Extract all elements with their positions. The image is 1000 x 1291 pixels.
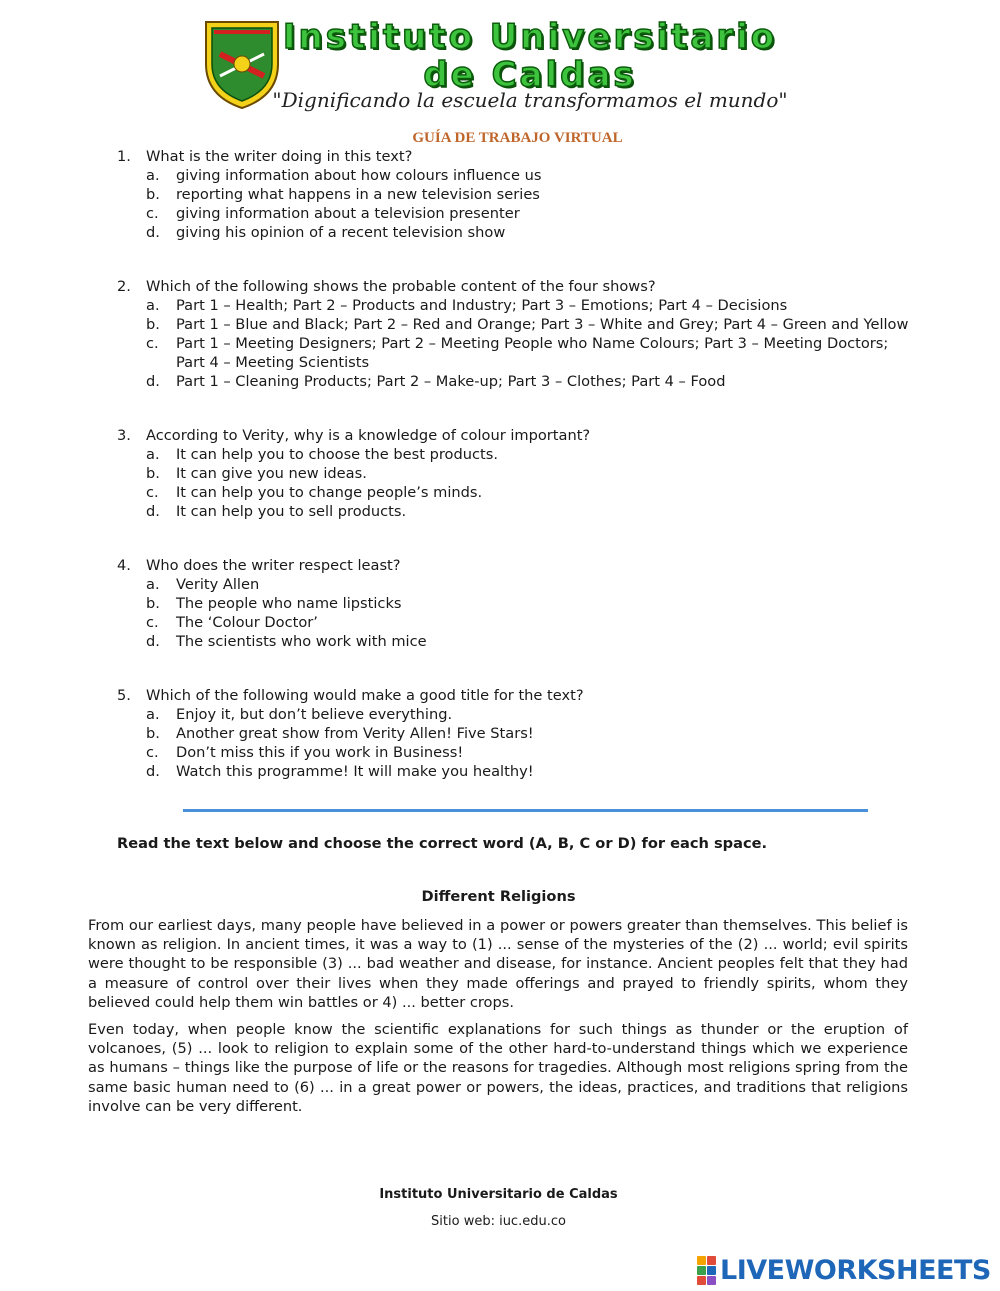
option-letter: a. [146,167,160,184]
liveworksheets-icon [697,1256,716,1285]
question-2 [117,277,917,391]
institute-title [270,18,790,94]
option-text: Part 1 – Blue and Black; Part 2 – Red and Orange; Part 3 – White and Grey; Part 4 – Green and Yellow [176,316,909,333]
option-letter: b. [146,316,160,333]
question-number: 3. [117,427,131,444]
option-letter: c. [146,614,159,631]
option-text: It can help you to change people’s minds. [176,484,483,501]
option-text: giving information about how colours influence us [176,167,542,184]
option-letter: b. [146,595,160,612]
option-letter: a. [146,706,160,723]
option-letter: b. [146,725,160,742]
option-text: It can help you to choose the best products. [176,446,498,463]
option-c [117,613,917,632]
option-text: giving information about a television presenter [176,205,520,222]
liveworksheets-wordmark: LIVEWORKSHEETS [720,1254,991,1286]
option-text: Enjoy it, but don’t believe everything. [176,706,453,723]
option-text: It can give you new ideas. [176,465,367,482]
option-text: Don’t miss this if you work in Business! [176,744,464,761]
question-text: According to Verity, why is a knowledge of colour important? [146,427,591,444]
question-number: 5. [117,687,131,704]
question-3 [117,426,917,521]
option-d [117,632,917,651]
liveworksheets-logo [697,1254,991,1286]
paragraph-2: Even today, when people know the scientific explanations for such things as thunder or the eruption of volcanoes, (5) ... look to religion to explain some of the other hard-to-understand things which we experience as humans – things like the purpose of life or the reasons for tragedies. Although most religions spring from the same basic human need to (6) ... in a great power or powers, the ideas, practices, and traditions that religions involve can be very different. [88,1021,908,1115]
guide-title: GUÍA DE TRABAJO VIRTUAL [412,130,623,146]
option-a [117,166,917,185]
option-c [117,204,917,223]
option-a [117,705,917,724]
header [0,0,1000,130]
reading-title: Different Religions [421,888,576,905]
option-letter: b. [146,465,160,482]
question-4 [117,556,917,651]
option-text: reporting what happens in a new television series [176,186,540,203]
footer-institution: Instituto Universitario de Caldas [379,1187,618,1202]
option-d [117,223,917,242]
section-divider [183,809,868,812]
institute-title-line1: Instituto Universitario [282,17,778,57]
option-text: Part 1 – Cleaning Products; Part 2 – Make-up; Part 3 – Clothes; Part 4 – Food [176,373,726,390]
option-letter: d. [146,633,160,650]
option-text: Watch this programme! It will make you healthy! [176,763,534,780]
option-text: Part 1 – Meeting Designers; Part 2 – Meeting People who Name Colours; Part 3 – Meeting Doctors; Part 4 – Meeting Scientists [176,335,889,371]
question-1 [117,147,917,242]
option-b [117,315,917,334]
option-letter: a. [146,576,160,593]
option-a [117,575,917,594]
option-letter: c. [146,205,159,222]
option-letter: b. [146,186,160,203]
question-5 [117,686,917,781]
option-b [117,724,917,743]
option-c [117,743,917,762]
option-b [117,594,917,613]
question-text: Who does the writer respect least? [146,557,401,574]
option-letter: d. [146,373,160,390]
option-b [117,185,917,204]
option-text: giving his opinion of a recent television show [176,224,506,241]
reading-text [88,916,908,1124]
questions-list [117,147,917,816]
question-number: 2. [117,278,131,295]
institute-title-line2: de Caldas [423,55,637,95]
question-text: Which of the following would make a good title for the text? [146,687,584,704]
option-text: Part 1 – Health; Part 2 – Products and Industry; Part 3 – Emotions; Part 4 – Decisions [176,297,788,314]
option-d [117,372,917,391]
option-text: It can help you to sell products. [176,503,407,520]
option-text: The scientists who work with mice [176,633,427,650]
option-a [117,296,917,315]
option-c [117,483,917,502]
question-text: Which of the following shows the probable content of the four shows? [146,278,656,295]
option-text: The ‘Colour Doctor’ [176,614,318,631]
option-c [117,334,917,372]
option-letter: c. [146,484,159,501]
option-text: The people who name lipsticks [176,595,402,612]
option-d [117,762,917,781]
option-text: Verity Allen [176,576,260,593]
option-text: Another great show from Verity Allen! Five Stars! [176,725,534,742]
instruction-text: Read the text below and choose the correct word (A, B, C or D) for each space. [117,835,768,852]
option-letter: c. [146,335,159,352]
question-number: 4. [117,557,131,574]
option-a [117,445,917,464]
footer-website: Sitio web: iuc.edu.co [431,1214,566,1229]
option-letter: a. [146,297,160,314]
option-letter: d. [146,763,160,780]
option-letter: d. [146,224,160,241]
question-number: 1. [117,148,131,165]
option-letter: c. [146,744,159,761]
option-letter: d. [146,503,160,520]
question-text: What is the writer doing in this text? [146,148,413,165]
option-letter: a. [146,446,160,463]
paragraph-1: From our earliest days, many people have believed in a power or powers greater than themselves. This belief is known as religion. In ancient times, it was a way to (1) ... sense of the mysteries of the (2) ... world; evil spirits were thought to be responsible (3) ... bad weather and disease, for instance. Ancient peoples felt that they had a measure of control over their lives when they made offerings and prayed to friendly spirits, whom they believed could help them win battles or 4) ... better crops. [88,917,908,1011]
option-d [117,502,917,521]
motto: "Dignificando la escuela transformamos el mundo" [272,88,788,112]
option-b [117,464,917,483]
